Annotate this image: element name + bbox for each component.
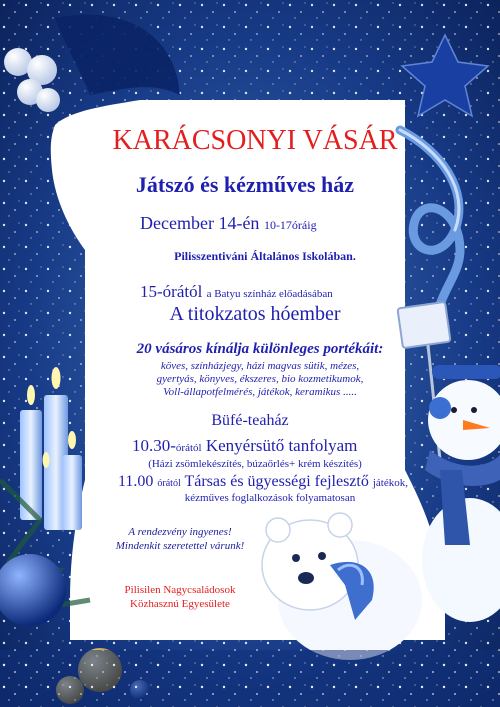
buffet-label: Büfé-teaház <box>211 412 289 429</box>
games-title: Társas és ügyességi fejlesztő <box>184 473 369 490</box>
games-time-suffix: órától <box>157 478 181 489</box>
vendors-line-1: köves, színházjegy, házi magvas sütik, mézes, <box>160 360 360 372</box>
games-note: kézműves foglalkozások folyamatosan <box>184 492 356 504</box>
free-info-line-1: A rendezvény ingyenes! <box>128 526 232 538</box>
workshop-note: (Házi zsömlekészítés, búzaőrlés+ krém készítés) <box>148 458 362 470</box>
event-hours: 10-17óráig <box>263 218 317 232</box>
games-time: 11.00 <box>118 473 154 490</box>
workshop-line <box>132 437 357 454</box>
event-date-line <box>140 214 317 232</box>
games-line <box>118 474 408 490</box>
vendors-headline: 20 vásáros kínálja különleges portékáit: <box>136 341 384 357</box>
event-date: December 14-én <box>140 213 260 233</box>
poster-subtitle: Játszó és kézműves ház <box>135 172 355 197</box>
event-venue: Pilisszentiváni Általános Iskolában. <box>174 249 356 263</box>
games-rest: játékok, <box>372 477 408 489</box>
show-company: a Batyu színház előadásában <box>206 288 333 300</box>
show-title: A titokzatos hóember <box>169 303 341 325</box>
workshop-time-suffix: órától <box>175 442 202 454</box>
vendors-line-2: gyertyás, könyves, ékszeres, bio kozmetikumok, <box>156 373 364 385</box>
free-info-line-2: Mindenkit szeretettel várunk! <box>115 540 245 552</box>
workshop-time: 10.30- <box>132 436 176 455</box>
organizer-line-2: Közhasznú Egyesülete <box>130 598 230 610</box>
vendors-line-3: Voll-állapotfelmérés, játékok, keramikus ..... <box>163 386 357 398</box>
show-time: 15-órától <box>140 282 203 301</box>
workshop-title: Kenyérsütő tanfolyam <box>205 436 358 455</box>
poster-title: KARÁCSONYI VÁSÁR <box>112 125 398 156</box>
show-time-line <box>140 283 333 300</box>
organizer-line-1: Pilisilen Nagycsaládosok <box>124 584 236 596</box>
